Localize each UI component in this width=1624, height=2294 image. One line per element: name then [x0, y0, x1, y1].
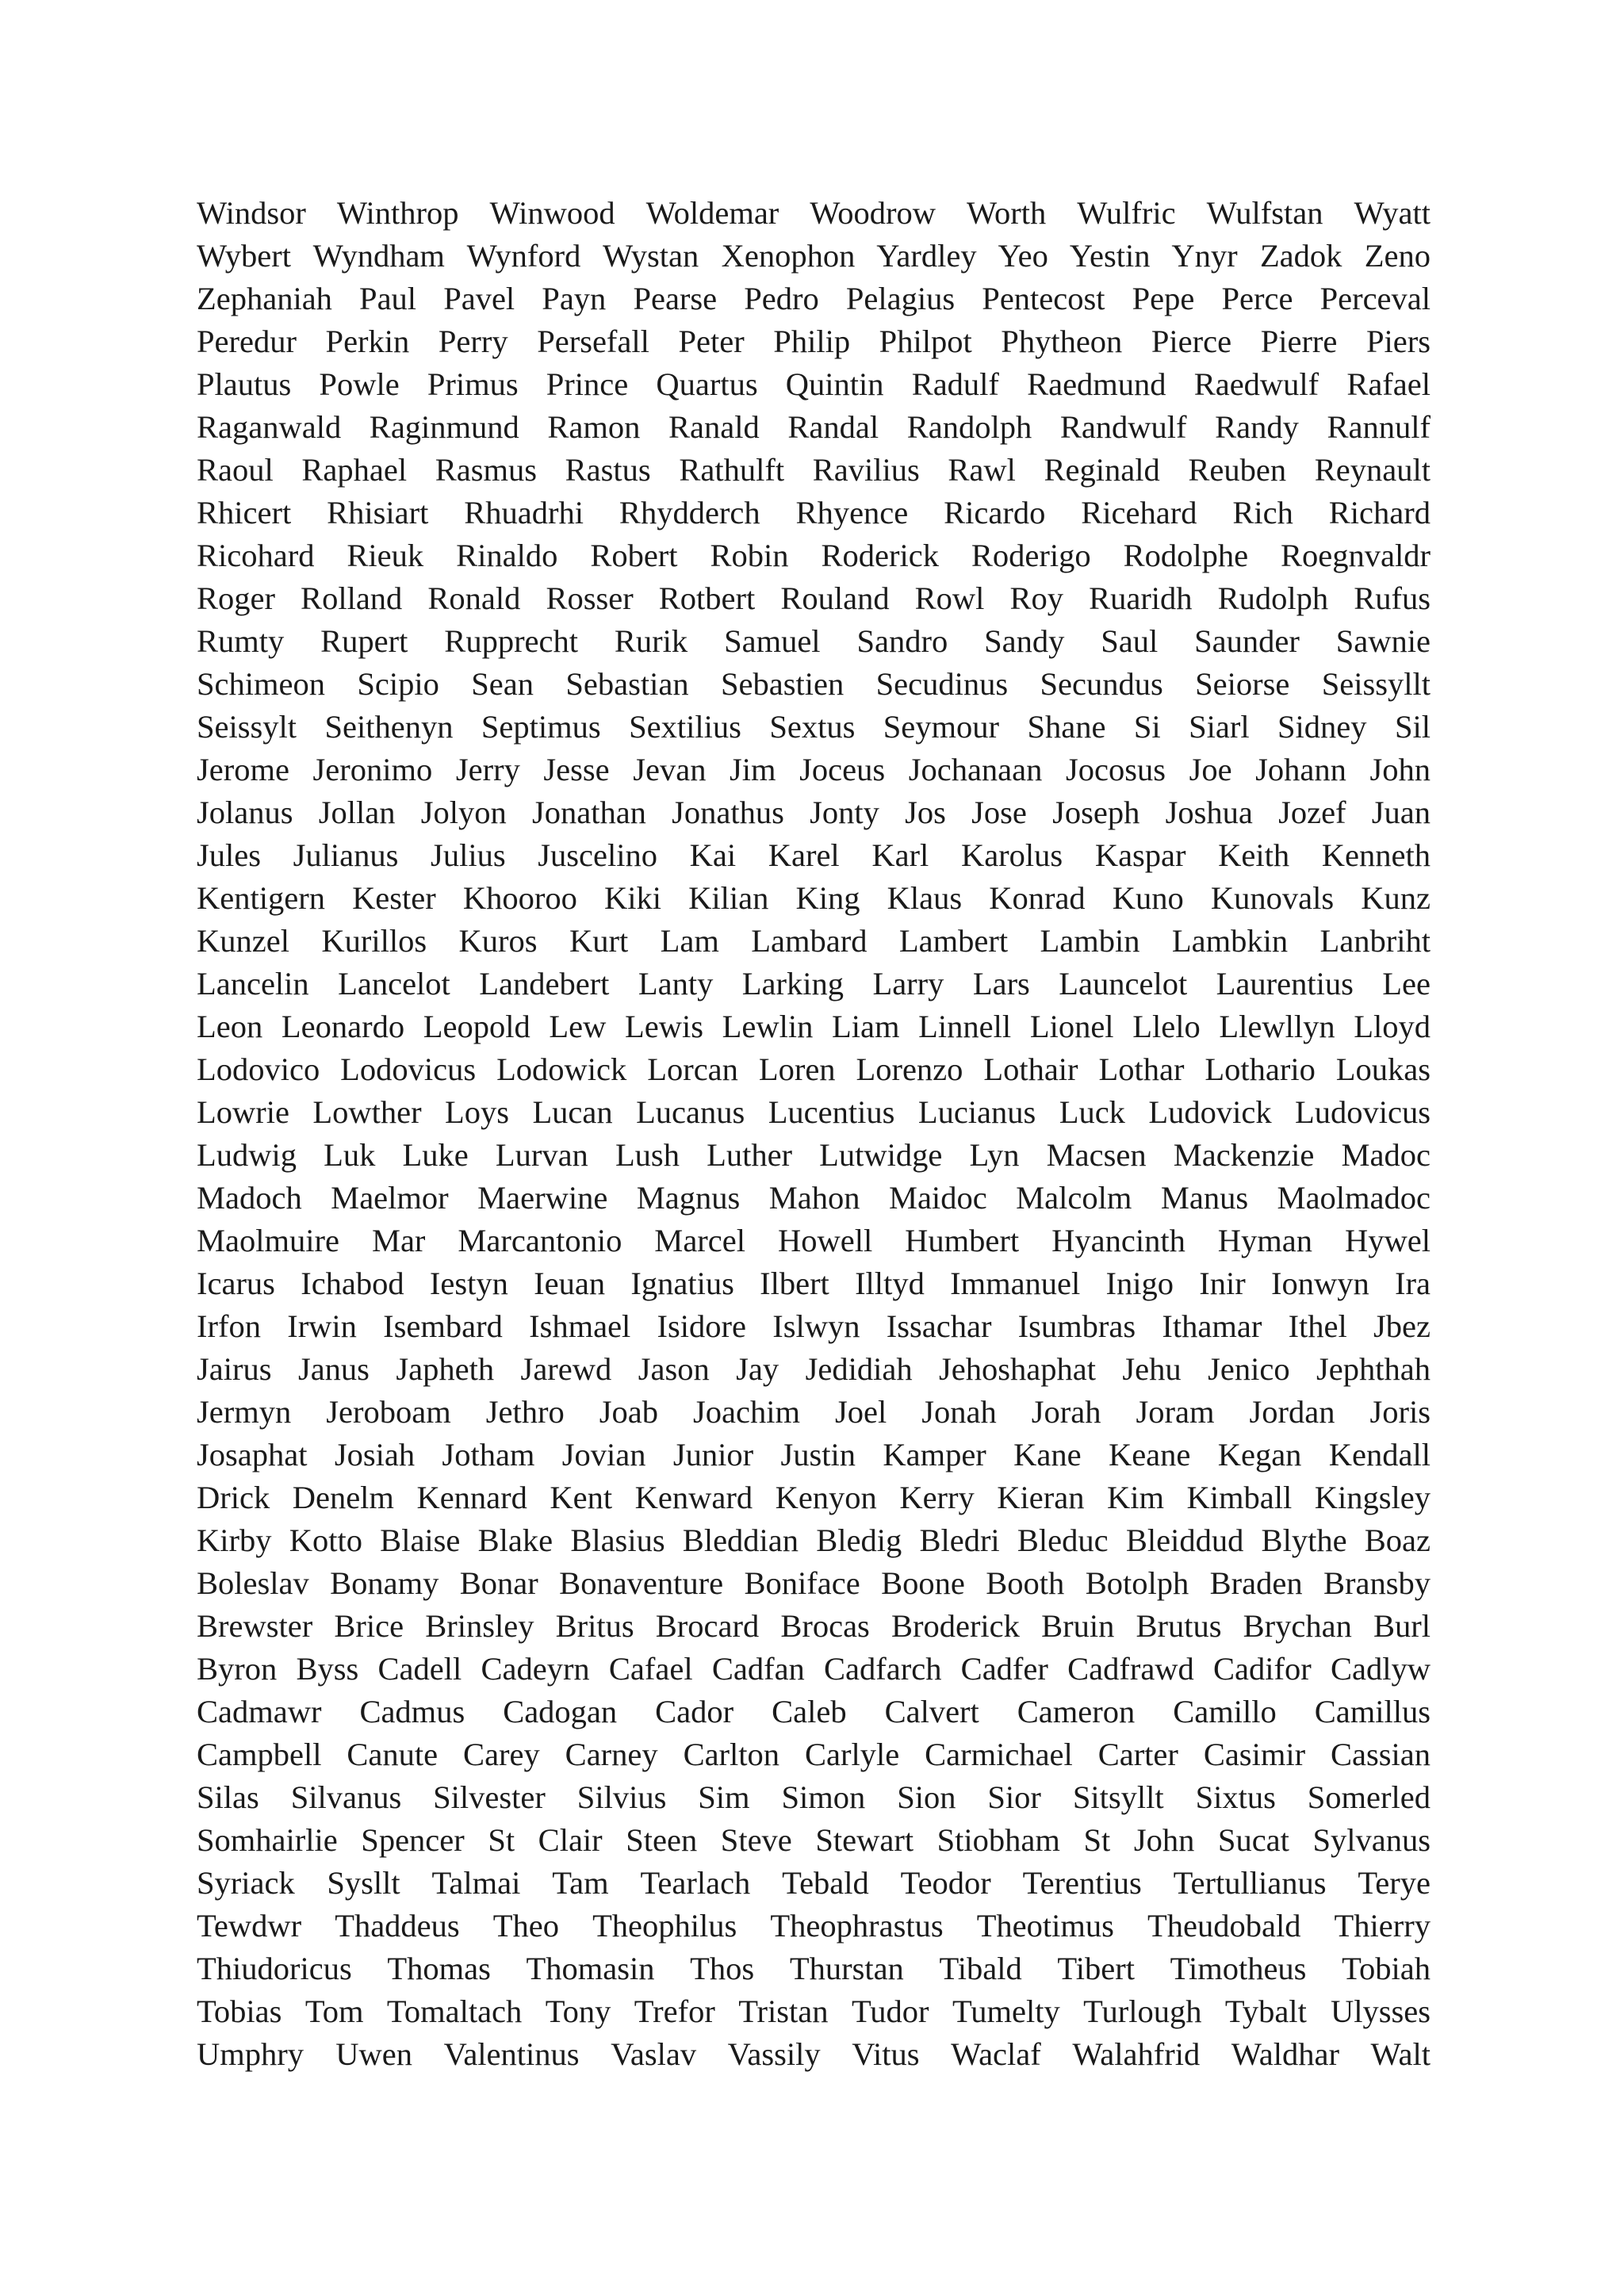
text-line: Jolanus Jollan Jolyon Jonathan Jonathus Jonty Jos Jose Joseph Joshua Jozef Juan — [197, 795, 1431, 830]
text-line: Irfon Irwin Isembard Ishmael Isidore Islwyn Issachar Isumbras Ithamar Ithel Jbez — [197, 1308, 1431, 1344]
text-line: Jules Julianus Julius Juscelino Kai Karel Karl Karolus Kaspar Keith Kenneth — [197, 837, 1431, 873]
text-line: Raganwald Raginmund Ramon Ranald Randal Randolph Randwulf Randy Rannulf — [197, 409, 1431, 445]
text-line: Madoch Maelmor Maerwine Magnus Mahon Maidoc Malcolm Manus Maolmadoc — [197, 1180, 1431, 1216]
text-line: Ricohard Rieuk Rinaldo Robert Robin Roderick Roderigo Rodolphe Roegnvaldr — [197, 538, 1431, 573]
text-line: Leon Leonardo Leopold Lew Lewis Lewlin Liam Linnell Lionel Llelo Llewllyn Lloyd — [197, 1009, 1431, 1044]
text-line: Tewdwr Thaddeus Theo Theophilus Theophrastus Theotimus Theudobald Thierry — [197, 1908, 1431, 1944]
text-line: Josaphat Josiah Jotham Jovian Junior Justin Kamper Kane Keane Kegan Kendall — [197, 1437, 1431, 1473]
text-line: Maolmuire Mar Marcantonio Marcel Howell Humbert Hyancinth Hyman Hywel — [197, 1223, 1431, 1258]
text-line: Schimeon Scipio Sean Sebastian Sebastien Secudinus Secundus Seiorse Seissyllt — [197, 666, 1431, 702]
text-line: Jairus Janus Japheth Jarewd Jason Jay Jedidiah Jehoshaphat Jehu Jenico Jephthah — [197, 1351, 1431, 1387]
text-line: Umphry Uwen Valentinus Vaslav Vassily Vitus Waclaf Walahfrid Waldhar Walt — [197, 2036, 1431, 2072]
text-line: Zephaniah Paul Pavel Payn Pearse Pedro Pelagius Pentecost Pepe Perce Perceval — [197, 281, 1431, 316]
text-line: Icarus Ichabod Iestyn Ieuan Ignatius Ilbert Illtyd Immanuel Inigo Inir Ionwyn Ira — [197, 1266, 1431, 1301]
text-line: Brewster Brice Brinsley Britus Brocard Brocas Broderick Bruin Brutus Brychan Burl — [197, 1608, 1431, 1644]
text-line: Seissylt Seithenyn Septimus Sextilius Sextus Seymour Shane Si Siarl Sidney Sil — [197, 709, 1431, 745]
text-line: Rumty Rupert Rupprecht Rurik Samuel Sandro Sandy Saul Saunder Sawnie — [197, 623, 1431, 659]
text-line: Syriack Sysllt Talmai Tam Tearlach Tebald Teodor Terentius Tertullianus Terye — [197, 1865, 1431, 1901]
text-line: Ludwig Luk Luke Lurvan Lush Luther Lutwidge Lyn Macsen Mackenzie Madoc — [197, 1137, 1431, 1173]
text-line: Roger Rolland Ronald Rosser Rotbert Rouland Rowl Roy Ruaridh Rudolph Rufus — [197, 580, 1431, 616]
text-line: Kentigern Kester Khooroo Kiki Kilian King Klaus Konrad Kuno Kunovals Kunz — [197, 880, 1431, 916]
text-line: Thiudoricus Thomas Thomasin Thos Thurstan Tibald Tibert Timotheus Tobiah — [197, 1951, 1431, 1986]
name-list-paragraph — [197, 192, 1431, 2076]
text-line: Plautus Powle Primus Prince Quartus Quintin Radulf Raedmund Raedwulf Rafael — [197, 366, 1431, 402]
text-line: Kirby Kotto Blaise Blake Blasius Bleddian Bledig Bledri Bleduc Bleiddud Blythe Boaz — [197, 1522, 1431, 1558]
text-line: Tobias Tom Tomaltach Tony Trefor Tristan Tudor Tumelty Turlough Tybalt Ulysses — [197, 1993, 1431, 2029]
text-line: Kunzel Kurillos Kuros Kurt Lam Lambard Lambert Lambin Lambkin Lanbriht — [197, 923, 1431, 959]
text-line: Lancelin Lancelot Landebert Lanty Larking Larry Lars Launcelot Laurentius Lee — [197, 966, 1431, 1001]
text-line: Peredur Perkin Perry Persefall Peter Philip Philpot Phytheon Pierce Pierre Piers — [197, 324, 1431, 359]
text-line: Windsor Winthrop Winwood Woldemar Woodrow Worth Wulfric Wulfstan Wyatt — [197, 195, 1431, 231]
text-line: Rhicert Rhisiart Rhuadrhi Rhydderch Rhyence Ricardo Ricehard Rich Richard — [197, 495, 1431, 530]
text-line: Raoul Raphael Rasmus Rastus Rathulft Ravilius Rawl Reginald Reuben Reynault — [197, 452, 1431, 488]
text-line: Silas Silvanus Silvester Silvius Sim Simon Sion Sior Sitsyllt Sixtus Somerled — [197, 1779, 1431, 1815]
text-line: Wybert Wyndham Wynford Wystan Xenophon Yardley Yeo Yestin Ynyr Zadok Zeno — [197, 238, 1431, 274]
text-line: Cadmawr Cadmus Cadogan Cador Caleb Calvert Cameron Camillo Camillus — [197, 1694, 1431, 1729]
text-line: Jermyn Jeroboam Jethro Joab Joachim Joel Jonah Jorah Joram Jordan Joris — [197, 1394, 1431, 1430]
text-line: Somhairlie Spencer St Clair Steen Steve Stewart Stiobham St John Sucat Sylvanus — [197, 1822, 1431, 1858]
text-line: Lowrie Lowther Loys Lucan Lucanus Lucentius Lucianus Luck Ludovick Ludovicus — [197, 1094, 1431, 1130]
text-line: Byron Byss Cadell Cadeyrn Cafael Cadfan Cadfarch Cadfer Cadfrawd Cadifor Cadlyw — [197, 1651, 1431, 1687]
text-line: Campbell Canute Carey Carney Carlton Carlyle Carmichael Carter Casimir Cassian — [197, 1737, 1431, 1772]
text-line: Boleslav Bonamy Bonar Bonaventure Boniface Boone Booth Botolph Braden Bransby — [197, 1565, 1431, 1601]
text-line: Lodovico Lodovicus Lodowick Lorcan Loren Lorenzo Lothair Lothar Lothario Loukas — [197, 1051, 1431, 1087]
text-line: Jerome Jeronimo Jerry Jesse Jevan Jim Joceus Jochanaan Jocosus Joe Johann John — [197, 752, 1431, 787]
text-line: Drick Denelm Kennard Kent Kenward Kenyon Kerry Kieran Kim Kimball Kingsley — [197, 1480, 1431, 1515]
